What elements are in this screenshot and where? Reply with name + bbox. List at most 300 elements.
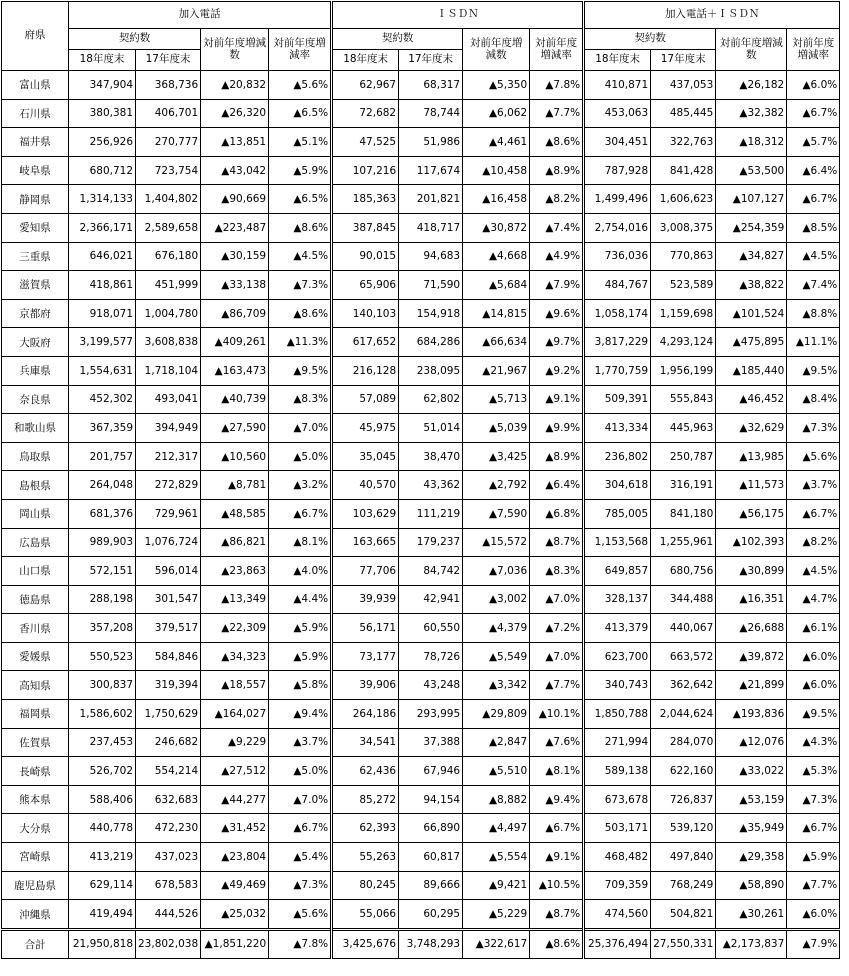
cell-prefecture: 奈良県: [2, 385, 69, 414]
cell-isdn-rate: ▲7.0%: [530, 642, 584, 671]
cell-isdn-rate: ▲9.7%: [530, 328, 584, 357]
cell-landline-fy17: 394,949: [136, 414, 201, 443]
cell-combined-fy17: 344,488: [651, 585, 716, 614]
cell-combined-diff: ▲35,949: [716, 814, 787, 843]
cell-combined-fy18: 649,857: [584, 557, 651, 586]
table-row: [2, 385, 840, 414]
cell-combined-fy18: 474,560: [584, 900, 651, 930]
cell-isdn-diff: ▲7,036: [463, 557, 530, 586]
cell-isdn-rate: ▲7.4%: [530, 213, 584, 242]
cell-prefecture: 宮崎県: [2, 843, 69, 872]
header-rate: 対前年度増減率: [787, 29, 840, 71]
cell-combined-fy17: 539,120: [651, 814, 716, 843]
header-contracts: 契約数: [584, 29, 716, 50]
cell-landline-fy17: 723,754: [136, 156, 201, 185]
cell-combined-fy18: 673,678: [584, 785, 651, 814]
cell-landline-fy17: 1,076,724: [136, 528, 201, 557]
cell-landline-rate: ▲5.0%: [269, 757, 332, 786]
cell-combined-diff: ▲475,895: [716, 328, 787, 357]
cell-isdn-fy17: 43,248: [399, 671, 463, 700]
cell-combined-diff: ▲53,159: [716, 785, 787, 814]
cell-isdn-rate: ▲8.9%: [530, 442, 584, 471]
cell-combined-rate: ▲9.5%: [787, 700, 840, 729]
cell-isdn-fy18: 57,089: [332, 385, 399, 414]
cell-isdn-fy17: 43,362: [399, 471, 463, 500]
cell-isdn-fy17: 38,470: [399, 442, 463, 471]
total-combined-fy18: 25,376,494: [584, 929, 651, 958]
cell-isdn-diff: ▲30,872: [463, 213, 530, 242]
header-rate: 対前年度増減率: [269, 29, 332, 71]
cell-isdn-rate: ▲9.4%: [530, 785, 584, 814]
cell-prefecture: 大分県: [2, 814, 69, 843]
cell-isdn-fy17: 78,744: [399, 99, 463, 128]
cell-combined-fy17: 284,070: [651, 728, 716, 757]
cell-combined-fy17: 622,160: [651, 757, 716, 786]
header-diff: 対前年度増減数: [201, 29, 269, 71]
cell-isdn-rate: ▲9.1%: [530, 843, 584, 872]
cell-prefecture: 熊本県: [2, 785, 69, 814]
cell-combined-rate: ▲5.7%: [787, 128, 840, 157]
cell-landline-fy18: 347,904: [69, 71, 136, 100]
cell-isdn-fy17: 51,986: [399, 128, 463, 157]
cell-landline-fy17: 212,317: [136, 442, 201, 471]
cell-landline-fy18: 237,453: [69, 728, 136, 757]
cell-prefecture: 福井県: [2, 128, 69, 157]
cell-isdn-rate: ▲7.0%: [530, 585, 584, 614]
cell-isdn-rate: ▲7.8%: [530, 71, 584, 100]
cell-isdn-diff: ▲4,379: [463, 614, 530, 643]
table-row: [2, 728, 840, 757]
cell-isdn-diff: ▲10,458: [463, 156, 530, 185]
cell-combined-diff: ▲39,872: [716, 642, 787, 671]
cell-combined-fy18: 2,754,016: [584, 213, 651, 242]
cell-landline-diff: ▲40,739: [201, 385, 269, 414]
cell-landline-rate: ▲5.1%: [269, 128, 332, 157]
cell-isdn-diff: ▲5,713: [463, 385, 530, 414]
cell-landline-rate: ▲4.4%: [269, 585, 332, 614]
cell-combined-rate: ▲6.0%: [787, 71, 840, 100]
cell-combined-diff: ▲107,127: [716, 185, 787, 214]
cell-landline-diff: ▲48,585: [201, 499, 269, 528]
cell-combined-rate: ▲7.4%: [787, 271, 840, 300]
cell-combined-fy18: 623,700: [584, 642, 651, 671]
cell-combined-fy18: 236,802: [584, 442, 651, 471]
cell-combined-fy17: 726,837: [651, 785, 716, 814]
cell-combined-fy18: 271,994: [584, 728, 651, 757]
cell-combined-rate: ▲5.3%: [787, 757, 840, 786]
cell-isdn-fy17: 179,237: [399, 528, 463, 557]
cell-combined-fy18: 453,063: [584, 99, 651, 128]
cell-isdn-fy18: 85,272: [332, 785, 399, 814]
cell-isdn-rate: ▲9.6%: [530, 299, 584, 328]
cell-isdn-rate: ▲10.1%: [530, 700, 584, 729]
cell-combined-rate: ▲6.7%: [787, 814, 840, 843]
cell-isdn-fy18: 62,967: [332, 71, 399, 100]
cell-landline-fy17: 270,777: [136, 128, 201, 157]
cell-prefecture: 岡山県: [2, 499, 69, 528]
table-row: [2, 414, 840, 443]
cell-landline-fy17: 437,023: [136, 843, 201, 872]
cell-combined-fy17: 770,863: [651, 242, 716, 271]
cell-combined-fy17: 4,293,124: [651, 328, 716, 357]
cell-prefecture: 京都府: [2, 299, 69, 328]
cell-combined-rate: ▲6.0%: [787, 642, 840, 671]
cell-combined-diff: ▲185,440: [716, 356, 787, 385]
cell-isdn-rate: ▲6.7%: [530, 814, 584, 843]
cell-combined-rate: ▲4.5%: [787, 242, 840, 271]
cell-isdn-diff: ▲4,668: [463, 242, 530, 271]
cell-landline-fy18: 300,837: [69, 671, 136, 700]
total-landline-fy17: 23,802,038: [136, 929, 201, 958]
cell-combined-diff: ▲102,393: [716, 528, 787, 557]
table-row: [2, 871, 840, 900]
cell-landline-rate: ▲5.4%: [269, 843, 332, 872]
cell-isdn-rate: ▲8.6%: [530, 128, 584, 157]
cell-combined-fy17: 841,180: [651, 499, 716, 528]
cell-landline-fy17: 444,526: [136, 900, 201, 930]
cell-combined-fy17: 768,249: [651, 871, 716, 900]
cell-landline-fy18: 380,381: [69, 99, 136, 128]
cell-landline-fy18: 413,219: [69, 843, 136, 872]
header-fy17: 17年度末: [136, 50, 201, 71]
cell-prefecture: 長崎県: [2, 757, 69, 786]
total-row: [2, 929, 840, 958]
cell-combined-fy17: 362,642: [651, 671, 716, 700]
cell-isdn-fy17: 62,802: [399, 385, 463, 414]
table-row: [2, 156, 840, 185]
cell-landline-rate: ▲6.5%: [269, 99, 332, 128]
cell-isdn-fy17: 238,095: [399, 356, 463, 385]
cell-landline-fy18: 419,494: [69, 900, 136, 930]
cell-combined-fy18: 328,137: [584, 585, 651, 614]
cell-isdn-rate: ▲7.6%: [530, 728, 584, 757]
cell-isdn-rate: ▲8.1%: [530, 757, 584, 786]
cell-combined-fy18: 503,171: [584, 814, 651, 843]
cell-prefecture: 高知県: [2, 671, 69, 700]
cell-isdn-fy18: 140,103: [332, 299, 399, 328]
table-row: [2, 271, 840, 300]
cell-isdn-fy17: 37,388: [399, 728, 463, 757]
cell-isdn-rate: ▲8.2%: [530, 185, 584, 214]
cell-combined-fy17: 437,053: [651, 71, 716, 100]
cell-combined-fy18: 304,451: [584, 128, 651, 157]
cell-landline-fy18: 367,359: [69, 414, 136, 443]
table-row: [2, 900, 840, 930]
cell-prefecture: 鹿児島県: [2, 871, 69, 900]
cell-landline-diff: ▲10,560: [201, 442, 269, 471]
cell-combined-diff: ▲32,382: [716, 99, 787, 128]
cell-combined-rate: ▲4.5%: [787, 557, 840, 586]
cell-isdn-fy18: 39,906: [332, 671, 399, 700]
cell-combined-fy18: 1,850,788: [584, 700, 651, 729]
cell-combined-diff: ▲46,452: [716, 385, 787, 414]
cell-isdn-diff: ▲16,458: [463, 185, 530, 214]
table-row: [2, 99, 840, 128]
cell-isdn-fy18: 387,845: [332, 213, 399, 242]
cell-combined-fy18: 1,499,496: [584, 185, 651, 214]
cell-combined-fy17: 440,067: [651, 614, 716, 643]
cell-landline-fy18: 440,778: [69, 814, 136, 843]
cell-isdn-fy17: 78,726: [399, 642, 463, 671]
cell-prefecture: 兵庫県: [2, 356, 69, 385]
cell-combined-rate: ▲7.3%: [787, 414, 840, 443]
cell-landline-diff: ▲163,473: [201, 356, 269, 385]
cell-isdn-rate: ▲7.7%: [530, 671, 584, 700]
header-prefecture: 府県: [2, 2, 69, 71]
cell-landline-fy18: 264,048: [69, 471, 136, 500]
cell-landline-diff: ▲20,832: [201, 71, 269, 100]
cell-isdn-fy18: 107,216: [332, 156, 399, 185]
cell-combined-fy17: 680,756: [651, 557, 716, 586]
cell-combined-fy17: 1,606,623: [651, 185, 716, 214]
cell-prefecture: 岐阜県: [2, 156, 69, 185]
cell-combined-diff: ▲58,890: [716, 871, 787, 900]
cell-landline-fy18: 918,071: [69, 299, 136, 328]
cell-combined-fy18: 589,138: [584, 757, 651, 786]
header-fy17: 17年度末: [651, 50, 716, 71]
cell-landline-diff: ▲44,277: [201, 785, 269, 814]
cell-prefecture: 福岡県: [2, 700, 69, 729]
table-row: [2, 671, 840, 700]
cell-isdn-diff: ▲5,549: [463, 642, 530, 671]
cell-combined-rate: ▲9.5%: [787, 356, 840, 385]
cell-combined-fy18: 736,036: [584, 242, 651, 271]
cell-combined-fy17: 322,763: [651, 128, 716, 157]
cell-landline-fy17: 301,547: [136, 585, 201, 614]
cell-landline-diff: ▲8,781: [201, 471, 269, 500]
cell-combined-diff: ▲56,175: [716, 499, 787, 528]
cell-prefecture: 広島県: [2, 528, 69, 557]
cell-landline-rate: ▲8.6%: [269, 213, 332, 242]
cell-combined-fy17: 316,191: [651, 471, 716, 500]
cell-landline-fy18: 681,376: [69, 499, 136, 528]
header-isdn: ＩＳＤＮ: [332, 2, 584, 29]
cell-combined-diff: ▲26,182: [716, 71, 787, 100]
cell-isdn-diff: ▲21,967: [463, 356, 530, 385]
cell-combined-fy17: 3,008,375: [651, 213, 716, 242]
cell-landline-fy18: 1,586,602: [69, 700, 136, 729]
cell-prefecture: 山口県: [2, 557, 69, 586]
cell-combined-fy17: 1,255,961: [651, 528, 716, 557]
cell-landline-fy17: 472,230: [136, 814, 201, 843]
total-isdn-rate: ▲8.6%: [530, 929, 584, 958]
cell-isdn-fy18: 617,652: [332, 328, 399, 357]
cell-combined-fy17: 663,572: [651, 642, 716, 671]
cell-isdn-fy18: 90,015: [332, 242, 399, 271]
cell-combined-fy18: 340,743: [584, 671, 651, 700]
total-isdn-fy17: 3,748,293: [399, 929, 463, 958]
cell-isdn-fy18: 65,906: [332, 271, 399, 300]
cell-landline-fy18: 452,302: [69, 385, 136, 414]
cell-landline-rate: ▲6.7%: [269, 499, 332, 528]
cell-isdn-fy18: 103,629: [332, 499, 399, 528]
cell-landline-diff: ▲33,138: [201, 271, 269, 300]
cell-combined-diff: ▲30,261: [716, 900, 787, 930]
cell-combined-fy18: 413,334: [584, 414, 651, 443]
cell-combined-fy18: 410,871: [584, 71, 651, 100]
cell-isdn-fy18: 40,570: [332, 471, 399, 500]
cell-combined-rate: ▲6.7%: [787, 185, 840, 214]
cell-landline-diff: ▲13,349: [201, 585, 269, 614]
cell-landline-diff: ▲27,590: [201, 414, 269, 443]
cell-isdn-fy18: 45,975: [332, 414, 399, 443]
cell-isdn-diff: ▲3,002: [463, 585, 530, 614]
cell-landline-diff: ▲25,032: [201, 900, 269, 930]
cell-isdn-fy18: 39,939: [332, 585, 399, 614]
cell-combined-diff: ▲34,827: [716, 242, 787, 271]
cell-isdn-fy17: 418,717: [399, 213, 463, 242]
cell-landline-fy17: 379,517: [136, 614, 201, 643]
cell-landline-fy17: 246,682: [136, 728, 201, 757]
cell-combined-fy18: 787,928: [584, 156, 651, 185]
cell-prefecture: 香川県: [2, 614, 69, 643]
cell-isdn-fy18: 56,171: [332, 614, 399, 643]
cell-isdn-diff: ▲5,684: [463, 271, 530, 300]
cell-landline-diff: ▲23,863: [201, 557, 269, 586]
cell-landline-fy18: 3,199,577: [69, 328, 136, 357]
cell-combined-rate: ▲5.6%: [787, 442, 840, 471]
cell-isdn-rate: ▲7.9%: [530, 271, 584, 300]
cell-isdn-fy17: 60,550: [399, 614, 463, 643]
cell-isdn-diff: ▲2,792: [463, 471, 530, 500]
cell-landline-fy17: 1,718,104: [136, 356, 201, 385]
cell-isdn-fy17: 60,295: [399, 900, 463, 930]
cell-prefecture: 富山県: [2, 71, 69, 100]
cell-isdn-fy18: 216,128: [332, 356, 399, 385]
cell-combined-rate: ▲11.1%: [787, 328, 840, 357]
cell-isdn-diff: ▲29,809: [463, 700, 530, 729]
cell-combined-fy17: 555,843: [651, 385, 716, 414]
cell-isdn-diff: ▲66,634: [463, 328, 530, 357]
table-row: [2, 814, 840, 843]
cell-prefecture: 鳥取県: [2, 442, 69, 471]
total-landline-rate: ▲7.8%: [269, 929, 332, 958]
header-diff: 対前年度増減数: [463, 29, 530, 71]
cell-landline-fy17: 406,701: [136, 99, 201, 128]
cell-combined-fy17: 485,445: [651, 99, 716, 128]
cell-landline-fy18: 2,366,171: [69, 213, 136, 242]
cell-combined-diff: ▲32,629: [716, 414, 787, 443]
cell-landline-rate: ▲7.3%: [269, 271, 332, 300]
cell-combined-rate: ▲5.9%: [787, 843, 840, 872]
cell-combined-rate: ▲4.3%: [787, 728, 840, 757]
cell-combined-diff: ▲11,573: [716, 471, 787, 500]
cell-combined-rate: ▲6.7%: [787, 99, 840, 128]
cell-landline-fy18: 989,903: [69, 528, 136, 557]
cell-landline-diff: ▲26,320: [201, 99, 269, 128]
cell-landline-diff: ▲34,323: [201, 642, 269, 671]
cell-landline-diff: ▲86,709: [201, 299, 269, 328]
cell-landline-fy18: 201,757: [69, 442, 136, 471]
cell-combined-rate: ▲4.7%: [787, 585, 840, 614]
cell-landline-fy17: 1,404,802: [136, 185, 201, 214]
table-row: [2, 585, 840, 614]
cell-landline-rate: ▲7.0%: [269, 414, 332, 443]
cell-combined-rate: ▲8.5%: [787, 213, 840, 242]
cell-isdn-fy17: 89,666: [399, 871, 463, 900]
cell-isdn-diff: ▲5,039: [463, 414, 530, 443]
total-isdn-fy18: 3,425,676: [332, 929, 399, 958]
cell-combined-fy17: 1,956,199: [651, 356, 716, 385]
cell-isdn-diff: ▲5,229: [463, 900, 530, 930]
cell-combined-rate: ▲8.8%: [787, 299, 840, 328]
cell-landline-rate: ▲8.3%: [269, 385, 332, 414]
header-contracts: 契約数: [69, 29, 201, 50]
cell-combined-fy17: 504,821: [651, 900, 716, 930]
cell-isdn-rate: ▲8.7%: [530, 528, 584, 557]
cell-prefecture: 和歌山県: [2, 414, 69, 443]
table-row: [2, 642, 840, 671]
cell-combined-fy17: 1,159,698: [651, 299, 716, 328]
cell-combined-fy18: 785,005: [584, 499, 651, 528]
cell-isdn-rate: ▲9.2%: [530, 356, 584, 385]
cell-isdn-diff: ▲3,425: [463, 442, 530, 471]
cell-landline-fy17: 678,583: [136, 871, 201, 900]
total-landline-fy18: 21,950,818: [69, 929, 136, 958]
cell-combined-rate: ▲6.1%: [787, 614, 840, 643]
cell-landline-diff: ▲223,487: [201, 213, 269, 242]
cell-landline-rate: ▲6.7%: [269, 814, 332, 843]
cell-isdn-fy17: 68,317: [399, 71, 463, 100]
header-landline: 加入電話: [69, 2, 332, 29]
cell-landline-fy18: 550,523: [69, 642, 136, 671]
cell-isdn-fy18: 55,066: [332, 900, 399, 930]
cell-landline-rate: ▲5.8%: [269, 671, 332, 700]
cell-isdn-diff: ▲6,062: [463, 99, 530, 128]
cell-isdn-fy17: 71,590: [399, 271, 463, 300]
cell-isdn-diff: ▲7,590: [463, 499, 530, 528]
cell-landline-fy18: 588,406: [69, 785, 136, 814]
cell-landline-fy18: 680,712: [69, 156, 136, 185]
total-combined-fy17: 27,550,331: [651, 929, 716, 958]
cell-landline-rate: ▲7.3%: [269, 871, 332, 900]
cell-isdn-rate: ▲10.5%: [530, 871, 584, 900]
cell-isdn-rate: ▲9.1%: [530, 385, 584, 414]
cell-isdn-fy18: 72,682: [332, 99, 399, 128]
cell-landline-fy18: 288,198: [69, 585, 136, 614]
table-row: [2, 843, 840, 872]
cell-isdn-diff: ▲8,882: [463, 785, 530, 814]
cell-landline-fy17: 2,589,658: [136, 213, 201, 242]
cell-isdn-fy18: 77,706: [332, 557, 399, 586]
cell-combined-rate: ▲3.7%: [787, 471, 840, 500]
cell-prefecture: 徳島県: [2, 585, 69, 614]
cell-combined-diff: ▲12,076: [716, 728, 787, 757]
total-combined-diff: ▲2,173,837: [716, 929, 787, 958]
cell-isdn-rate: ▲7.7%: [530, 99, 584, 128]
cell-landline-diff: ▲43,042: [201, 156, 269, 185]
cell-landline-fy18: 526,702: [69, 757, 136, 786]
table-row: [2, 757, 840, 786]
cell-isdn-rate: ▲7.2%: [530, 614, 584, 643]
cell-isdn-rate: ▲4.9%: [530, 242, 584, 271]
cell-landline-fy18: 572,151: [69, 557, 136, 586]
cell-landline-diff: ▲90,669: [201, 185, 269, 214]
cell-isdn-diff: ▲14,815: [463, 299, 530, 328]
cell-landline-fy17: 729,961: [136, 499, 201, 528]
table-row: [2, 71, 840, 100]
total-landline-diff: ▲1,851,220: [201, 929, 269, 958]
cell-isdn-rate: ▲6.4%: [530, 471, 584, 500]
cell-isdn-diff: ▲5,350: [463, 71, 530, 100]
cell-landline-fy18: 629,114: [69, 871, 136, 900]
header-fy18: 18年度末: [69, 50, 136, 71]
cell-landline-rate: ▲6.5%: [269, 185, 332, 214]
cell-landline-fy18: 646,021: [69, 242, 136, 271]
cell-prefecture: 愛知県: [2, 213, 69, 242]
cell-landline-fy17: 272,829: [136, 471, 201, 500]
cell-combined-fy17: 497,840: [651, 843, 716, 872]
